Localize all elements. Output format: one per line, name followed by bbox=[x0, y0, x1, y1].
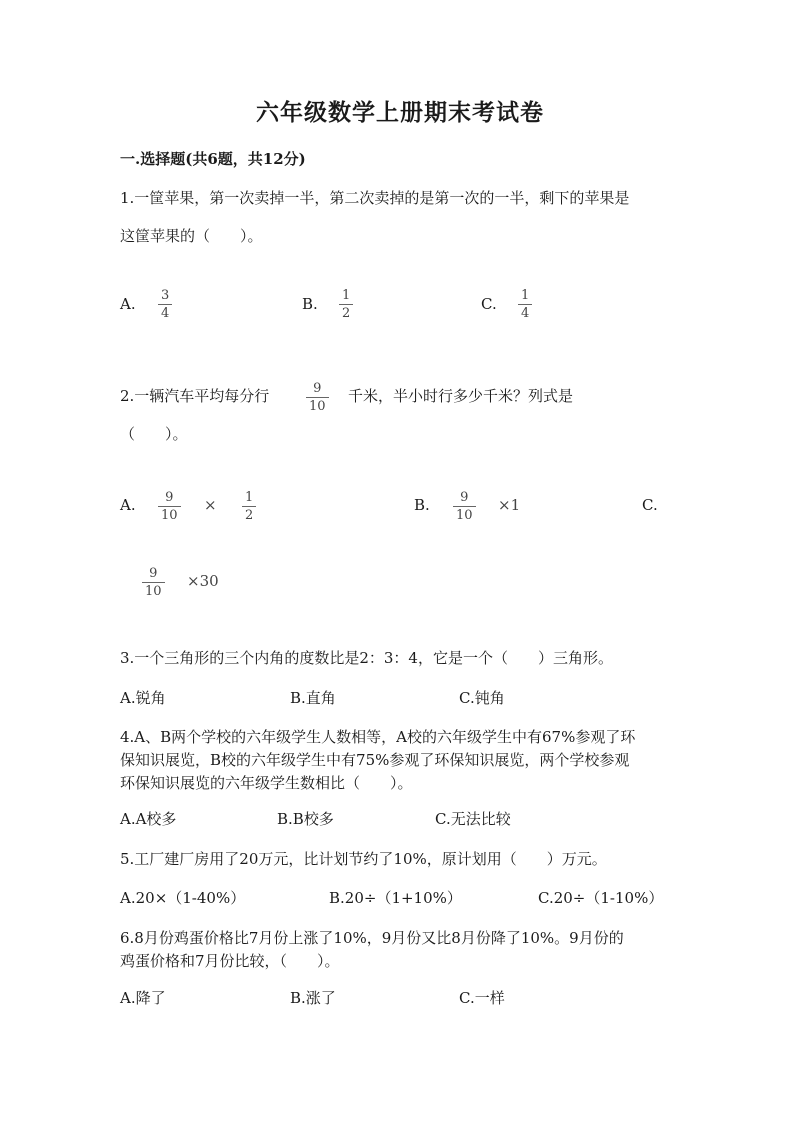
option-a: A.降了 bbox=[120, 989, 166, 1007]
option-a-fraction-2 bbox=[242, 490, 256, 523]
option-b: B.直角 bbox=[290, 689, 336, 707]
question-1-line-2: 这筐苹果的（ ）。 bbox=[120, 227, 263, 245]
numerator: 1 bbox=[342, 288, 351, 303]
option-b-fraction bbox=[339, 288, 353, 321]
question-1-line-1: 1.一筐苹果，第一次卖掉一半，第二次卖掉的是第一次的一半，剩下的苹果是 bbox=[120, 189, 630, 207]
option-a-fraction-1 bbox=[158, 490, 181, 523]
question-4-line-2: 保知识展览，B校的六年级学生中有75%参观了环保知识展览，两个学校参观 bbox=[120, 751, 630, 769]
option-b: B.20÷（1+10%） bbox=[329, 889, 462, 907]
option-a-fraction bbox=[158, 288, 172, 321]
denominator: 10 bbox=[456, 508, 473, 523]
page-title: 六年级数学上册期末考试卷 bbox=[256, 99, 544, 126]
question-2-fraction bbox=[306, 381, 329, 414]
option-c-fraction bbox=[518, 288, 532, 321]
question-4-line-3: 环保知识展览的六年级学生数相比（ ）。 bbox=[120, 774, 413, 792]
numerator: 9 bbox=[165, 490, 174, 505]
numerator: 3 bbox=[161, 288, 170, 303]
multiply-sign: × bbox=[204, 496, 217, 514]
section-heading: 一.选择题(共6题，共12分) bbox=[120, 150, 306, 168]
question-2-line-1-end: 千米，半小时行多少千米？列式是 bbox=[348, 387, 574, 405]
question-6-line-2: 鸡蛋价格和7月份比较，（ ）。 bbox=[120, 952, 340, 970]
question-2-line-1-start: 2.一辆汽车平均每分行 bbox=[120, 387, 270, 405]
option-a: A.锐角 bbox=[120, 689, 166, 707]
option-b-rest: ×1 bbox=[498, 496, 521, 514]
option-c-fraction bbox=[142, 566, 165, 599]
option-c-label: C. bbox=[642, 496, 658, 514]
question-2-line-2: （ ）。 bbox=[120, 425, 188, 443]
option-c: C.无法比较 bbox=[435, 810, 511, 828]
option-b-label: B. bbox=[414, 496, 430, 514]
option-c-rest: ×30 bbox=[187, 572, 219, 590]
denominator: 2 bbox=[342, 306, 351, 321]
option-b: B.B校多 bbox=[277, 810, 334, 828]
question-3-text: 3.一个三角形的三个内角的度数比是2：3：4，它是一个（ ）三角形。 bbox=[120, 649, 613, 667]
question-5-text: 5.工厂建厂房用了20万元，比计划节约了10%，原计划用（ ）万元。 bbox=[120, 850, 607, 868]
denominator: 2 bbox=[245, 508, 254, 523]
denominator: 4 bbox=[521, 306, 530, 321]
option-b-label: B. bbox=[302, 295, 318, 313]
option-c: C.钝角 bbox=[459, 689, 505, 707]
denominator: 10 bbox=[161, 508, 178, 523]
option-a: A.A校多 bbox=[120, 810, 177, 828]
option-a-label: A. bbox=[120, 295, 136, 313]
option-b-fraction bbox=[453, 490, 476, 523]
numerator: 9 bbox=[313, 381, 322, 396]
denominator: 4 bbox=[161, 306, 170, 321]
option-a-label: A. bbox=[120, 496, 136, 514]
option-c-label: C. bbox=[481, 295, 497, 313]
option-c: C.20÷（1-10%） bbox=[538, 889, 664, 907]
option-a: A.20×（1-40%） bbox=[120, 889, 246, 907]
denominator: 10 bbox=[309, 399, 326, 414]
option-c: C.一样 bbox=[459, 989, 505, 1007]
question-4-line-1: 4.A、B两个学校的六年级学生人数相等，A校的六年级学生中有67%参观了环 bbox=[120, 728, 636, 746]
denominator: 10 bbox=[145, 584, 162, 599]
question-6-line-1: 6.8月份鸡蛋价格比7月份上涨了10%，9月份又比8月份降了10%。9月份的 bbox=[120, 929, 624, 947]
numerator: 9 bbox=[460, 490, 469, 505]
numerator: 9 bbox=[149, 566, 158, 581]
numerator: 1 bbox=[245, 490, 254, 505]
option-b: B.涨了 bbox=[290, 989, 336, 1007]
numerator: 1 bbox=[521, 288, 530, 303]
